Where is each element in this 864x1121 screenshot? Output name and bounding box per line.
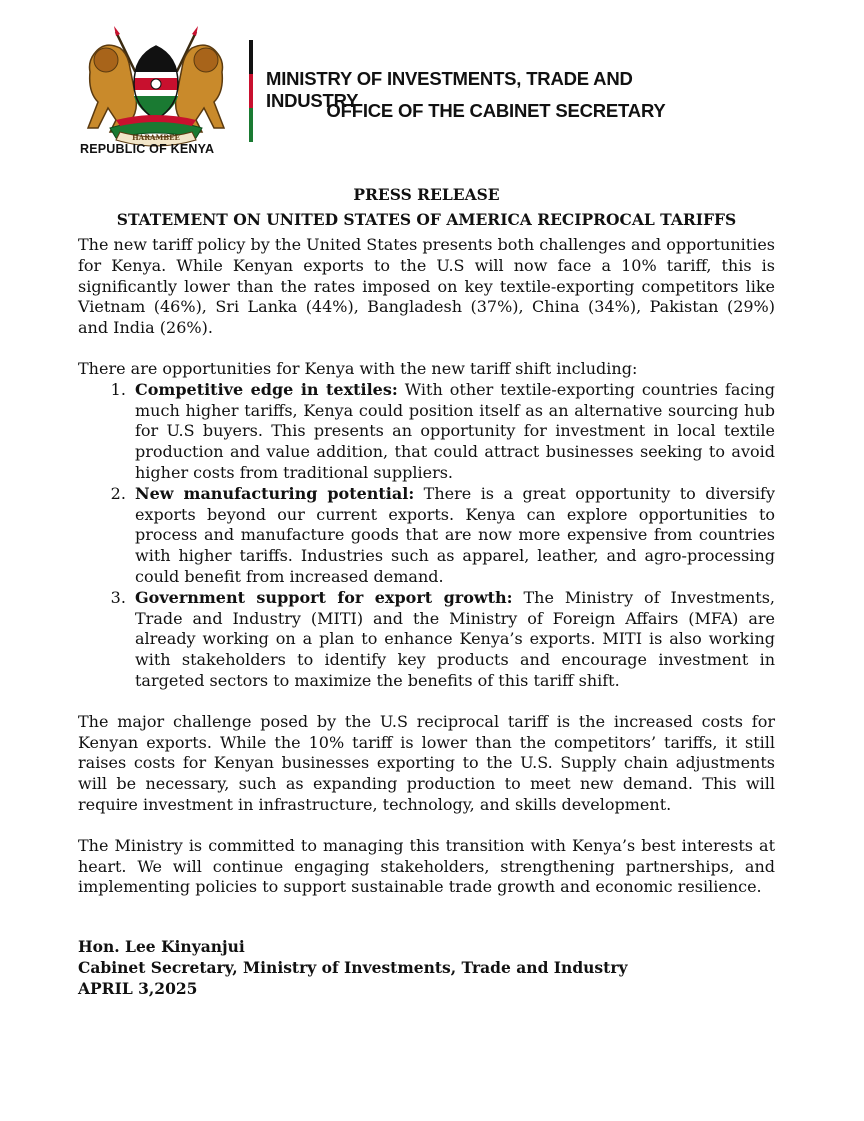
- list-item-text: With other textile-exporting countries facing much higher tariffs, Kenya could position itself as an alternative sourcing hub for U.S buyers. This presents an opportunity for investment in local textile production and value addition, that could attract businesses seeking to avoid higher costs from traditional suppliers.: [135, 379, 775, 482]
- press-release-label: PRESS RELEASE: [353, 185, 500, 204]
- paragraph-challenge: The major challenge posed by the U.S reciprocal tariff is the increased costs for Kenyan exports. While the 10% tariff is lower than the competitors’ tariffs, it still raises costs for Kenyan businesses exporting to the U.S. Supply chain adjustments will be necessary, such as expanding production to meet new demand. This will require investment in infrastructure, technology, and skills development.: [78, 711, 775, 814]
- list-item-heading: New manufacturing potential:: [135, 483, 415, 503]
- flag-divider: [249, 40, 253, 142]
- release-body: [78, 185, 775, 999]
- opportunities-list: [78, 380, 775, 692]
- list-item-heading: Competitive edge in textiles:: [135, 379, 398, 399]
- flag-green-stripe: [249, 108, 253, 142]
- office-name: OFFICE OF THE CABINET SECRETARY: [326, 100, 666, 121]
- motto-text: HARAMBEE: [132, 133, 180, 142]
- list-item-text: The Ministry of Investments, Trade and Industry (MITI) and the Ministry of Foreign Affairs (MFA) are already working on a plan to enhance Kenya’s exports. MITI is also working with stakeholders to identify key products and encourage investment in targeted sectors to maximize the benefits of this tariff shift.: [135, 587, 775, 690]
- flag-red-stripe: [249, 74, 253, 108]
- release-date: APRIL 3,2025: [78, 979, 198, 999]
- signatory-title: Cabinet Secretary, Ministry of Investments, Trade and Industry: [78, 958, 628, 978]
- opportunities-intro: There are opportunities for Kenya with the new tariff shift including:: [78, 358, 638, 378]
- statement-title: STATEMENT ON UNITED STATES OF AMERICA RECIPROCAL TARIFFS: [116, 210, 737, 229]
- paragraph-intro: The new tariff policy by the United States presents both challenges and opportunities for Kenya. While Kenyan exports to the U.S will now face a 10% tariff, this is significantly lower than the rates imposed on key textile-exporting competitors like Vietnam (46%), Sri Lanka (44%), Bangladesh (37%), China (34%), Pakistan (29%) and India (26%).: [78, 235, 775, 338]
- coat-of-arms-icon: [76, 24, 236, 148]
- paragraph-commitment: The Ministry is committed to managing this transition with Kenya’s best interests at heart. We will continue engaging stakeholders, strengthening partnerships, and implementing policies to support sustainable trade growth and economic resilience.: [78, 835, 775, 897]
- signatory-name: Hon. Lee Kinyanjui: [78, 937, 245, 957]
- list-item-text: There is a great opportunity to diversify exports beyond our current exports. Kenya can explore opportunities to process and manufacture goods that are now more expensive from countries with higher tariffs. Industries such as apparel, leather, and agro-processing could benefit from increased demand.: [135, 483, 775, 586]
- list-item: [131, 380, 775, 484]
- flag-black-stripe: [249, 40, 253, 74]
- list-item: [131, 588, 775, 692]
- coat-of-arms-logo: [76, 24, 236, 148]
- republic-label: REPUBLIC OF KENYA: [80, 142, 215, 156]
- ministry-name: MINISTRY OF INVESTMENTS, TRADE AND INDUSTRY: [266, 68, 633, 111]
- list-item-heading: Government support for export growth:: [135, 587, 513, 607]
- list-item: [131, 484, 775, 588]
